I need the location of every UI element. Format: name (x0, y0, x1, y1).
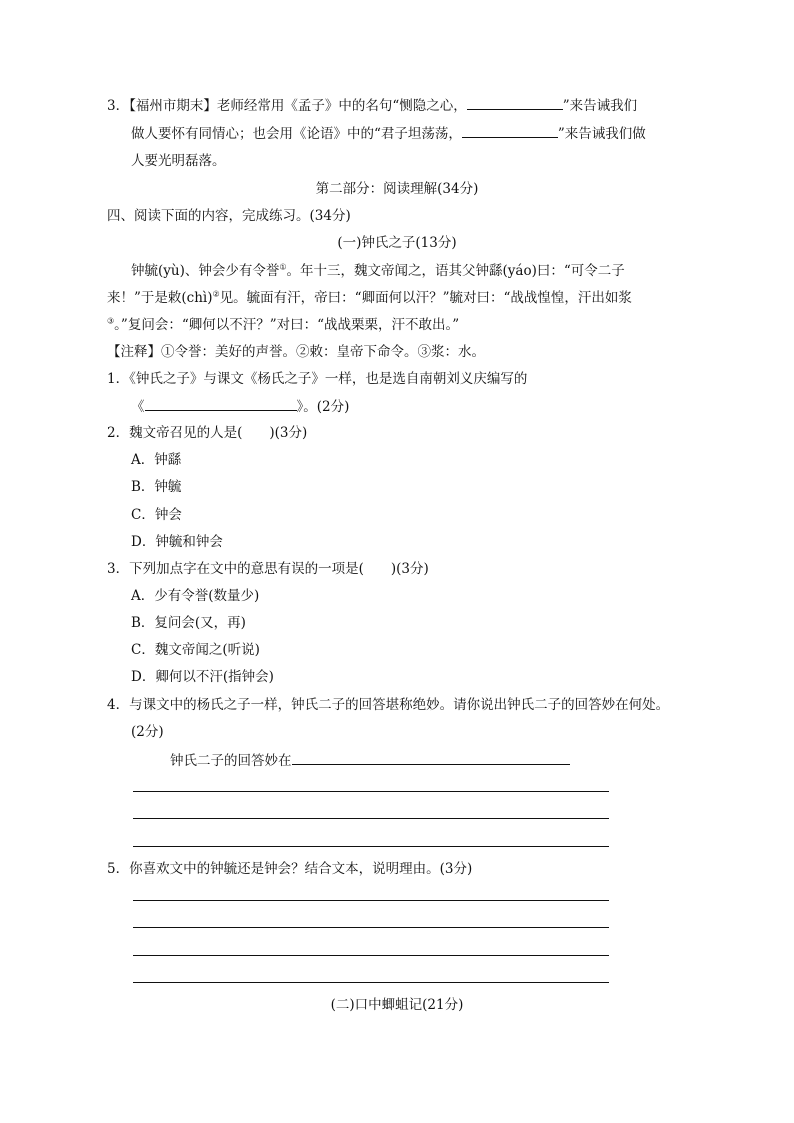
passage1-line3: ③。”复问会：“卿何以不汗？”对曰：“战战栗栗，汗不敢出。” (107, 316, 460, 333)
passage1-title: (一)钟氏之子(13分) (337, 235, 457, 251)
q3-option-c[interactable]: C．魏文帝闻之(听说) (131, 642, 260, 658)
footnote-marker: ② (212, 289, 220, 299)
q3-top-line1: 3．【福州市期末】老师经常用《孟子》中的名句“恻隐之心， ”来告诫我们 (107, 98, 638, 114)
q1-stem: 1．《钟氏之子》与课文《杨氏之子》一样，也是选自南朝刘义庆编写的 (107, 371, 528, 387)
answer-line[interactable] (133, 900, 609, 901)
q2-option-b[interactable]: B．钟毓 (131, 479, 182, 495)
answer-line[interactable] (133, 791, 609, 792)
q4-score: (2分) (131, 724, 164, 740)
q2-option-c[interactable]: C．钟会 (131, 507, 182, 523)
q3-option-b[interactable]: B．复问会(又，再) (131, 615, 246, 631)
section4-title: 四、阅读下面的内容，完成练习。(34分) (107, 208, 351, 224)
answer-blank[interactable] (292, 751, 570, 765)
answer-blank[interactable] (467, 96, 563, 110)
q1-answer-line: 《 》。(2分) (131, 399, 350, 415)
answer-line[interactable] (133, 846, 609, 847)
footnote-marker: ③ (107, 316, 115, 326)
passage2-title: (二)口中蝍蛆记(21分) (330, 997, 464, 1013)
answer-line[interactable] (133, 818, 609, 819)
answer-line[interactable] (133, 955, 609, 956)
passage1-line1: 钟毓(yù)、钟会少有令誉①。年十三，魏文帝闻之，语其父钟繇(yáo)曰：“可令二子 (131, 262, 625, 279)
q3-top-line3: 人要光明磊落。 (131, 153, 226, 169)
q2-stem: 2．魏文帝召见的人是( )(3分) (107, 425, 308, 441)
q3-option-a[interactable]: A．少有令誉(数量少) (131, 588, 260, 604)
q3-stem: 3．下列加点字在文中的意思有误的一项是( )(3分) (107, 561, 429, 577)
answer-blank[interactable] (462, 124, 558, 138)
answer-line[interactable] (133, 927, 609, 928)
footnote-marker: ① (279, 262, 287, 272)
q3-option-d[interactable]: D．卿何以不汗(指钟会) (131, 669, 274, 685)
answer-line[interactable] (133, 982, 609, 983)
q4-prompt-line: 钟氏二子的回答妙在 (170, 751, 570, 770)
q2-option-d[interactable]: D．钟毓和钟会 (131, 534, 223, 550)
passage1-notes: 【注释】①令誉：美好的声誉。②敕：皇帝下命令。③浆：水。 (107, 344, 485, 360)
q2-option-a[interactable]: A．钟繇 (131, 452, 182, 468)
answer-blank[interactable] (145, 397, 297, 411)
q5-stem: 5．你喜欢文中的钟毓还是钟会？结合文本，说明理由。(3分) (107, 861, 473, 877)
q3-top-line2: 做人要怀有同情心；也会用《论语》中的“君子坦荡荡， ”来告诫我们做 (131, 126, 646, 142)
part2-title: 第二部分：阅读理解(34分) (315, 181, 479, 197)
q4-stem: 4．与课文中的杨氏之子一样，钟氏二子的回答堪称绝妙。请你说出钟氏二子的回答妙在何处。 (107, 697, 670, 713)
passage1-line2: 来！”于是敕(chì)②见。毓面有汗，帝曰：“卿面何以汗？”毓对曰：“战战惶惶，汗出如浆 (107, 289, 632, 306)
